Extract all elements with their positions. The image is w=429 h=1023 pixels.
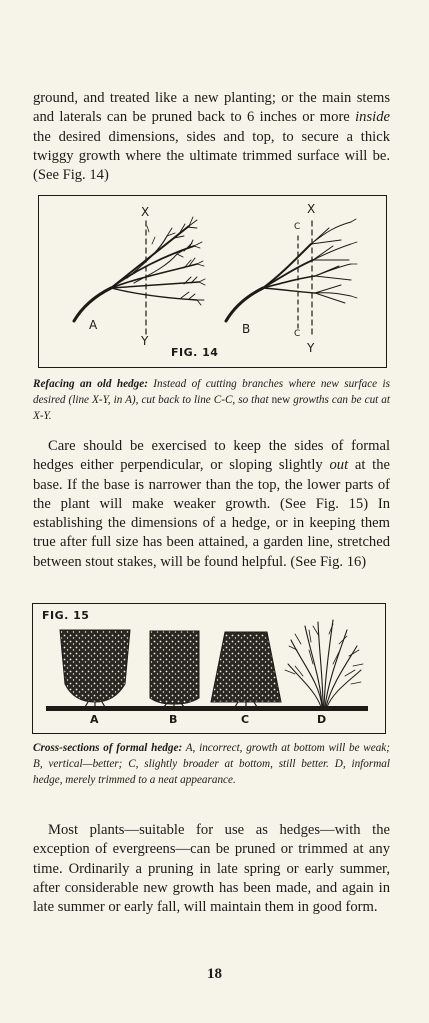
label-y-a: Y — [141, 334, 149, 348]
figure-14-caption — [33, 376, 390, 424]
figure-14-drawing — [39, 196, 386, 367]
label-x-a: X — [141, 205, 150, 219]
caption-lead: Refacing an old hedge: — [33, 378, 148, 390]
figure-15-drawing — [33, 604, 385, 733]
text-span: Care should be exercised to keep the sides of formal hedges either perpendicular, or sloping slightly — [33, 438, 390, 474]
text-span: ground, and treated like a new planting; or the main stems and laterals can be pruned back to 6 inches or more — [33, 90, 390, 126]
label-c-bottom: C — [294, 329, 301, 339]
caption-text: Instead of cutting branches where new surface is desired (line X-Y, in A), cut back to line C-C, so that — [33, 378, 390, 406]
label-a: A — [90, 713, 99, 726]
page-number: 18 — [207, 966, 222, 982]
ground-line — [46, 706, 368, 711]
label-y-b: Y — [307, 341, 315, 355]
emphasis-inside: inside — [355, 109, 390, 126]
label-c: C — [241, 713, 250, 726]
hedge-shape-b — [150, 631, 199, 707]
paragraph-pruning-times: Most plants—suitable for use as hedges—with the exception of evergreens—can be pruned or trimmed at any time. Ordinarily a pruning in late spring or early summer, after considerable new growth has been made, and again in late summer or early fall, will maintain them in good form. — [33, 822, 390, 916]
hedge-shape-a — [60, 630, 130, 707]
branch-drawing-a — [74, 217, 205, 321]
label-x-b: X — [307, 202, 316, 216]
label-b: B — [242, 322, 251, 336]
label-d: D — [317, 713, 327, 726]
figure-14 — [38, 195, 387, 368]
label-c-top: C — [294, 222, 301, 232]
figure-15-label: FIG. 15 — [42, 609, 90, 622]
figure-15 — [32, 603, 386, 734]
hedge-shape-d — [285, 620, 363, 707]
figure-15-caption — [33, 740, 390, 788]
label-a: A — [89, 318, 98, 332]
caption-text: growths can be cut at X-Y. — [33, 394, 390, 422]
label-b: B — [169, 713, 178, 726]
caption-lead: Cross-sections of formal hedge: — [33, 742, 183, 754]
figure-14-label: FIG. 14 — [171, 346, 219, 359]
paragraph-formal-hedges — [33, 437, 390, 572]
paragraph-pruning-intro — [33, 89, 390, 185]
branch-drawing-b — [226, 219, 357, 321]
text-span: at the base. If the base is narrower than the top, the lower parts of the plant will make weaker growth. (See Fig. 15) In establishing the dimensions of a hedge, or in keeping them true after full size has been attained, a garden line, stretched between stout stakes, will be found helpful. (See Fig. 16) — [33, 457, 390, 570]
caption-text-upright: new — [271, 394, 291, 406]
caption-text: A, incorrect, growth at bottom will be weak; B, vertical—better; C, slightly broader at bottom, still better. D, informal hedge, merely trimmed to a neat appearance. — [33, 742, 390, 786]
hedge-shape-c — [211, 632, 281, 707]
text-span: the desired dimensions, sides and top, to secure a thick twiggy growth where the ultimate trimmed surface will be. (See Fig. 14) — [33, 128, 390, 184]
emphasis-out: out — [329, 457, 349, 474]
